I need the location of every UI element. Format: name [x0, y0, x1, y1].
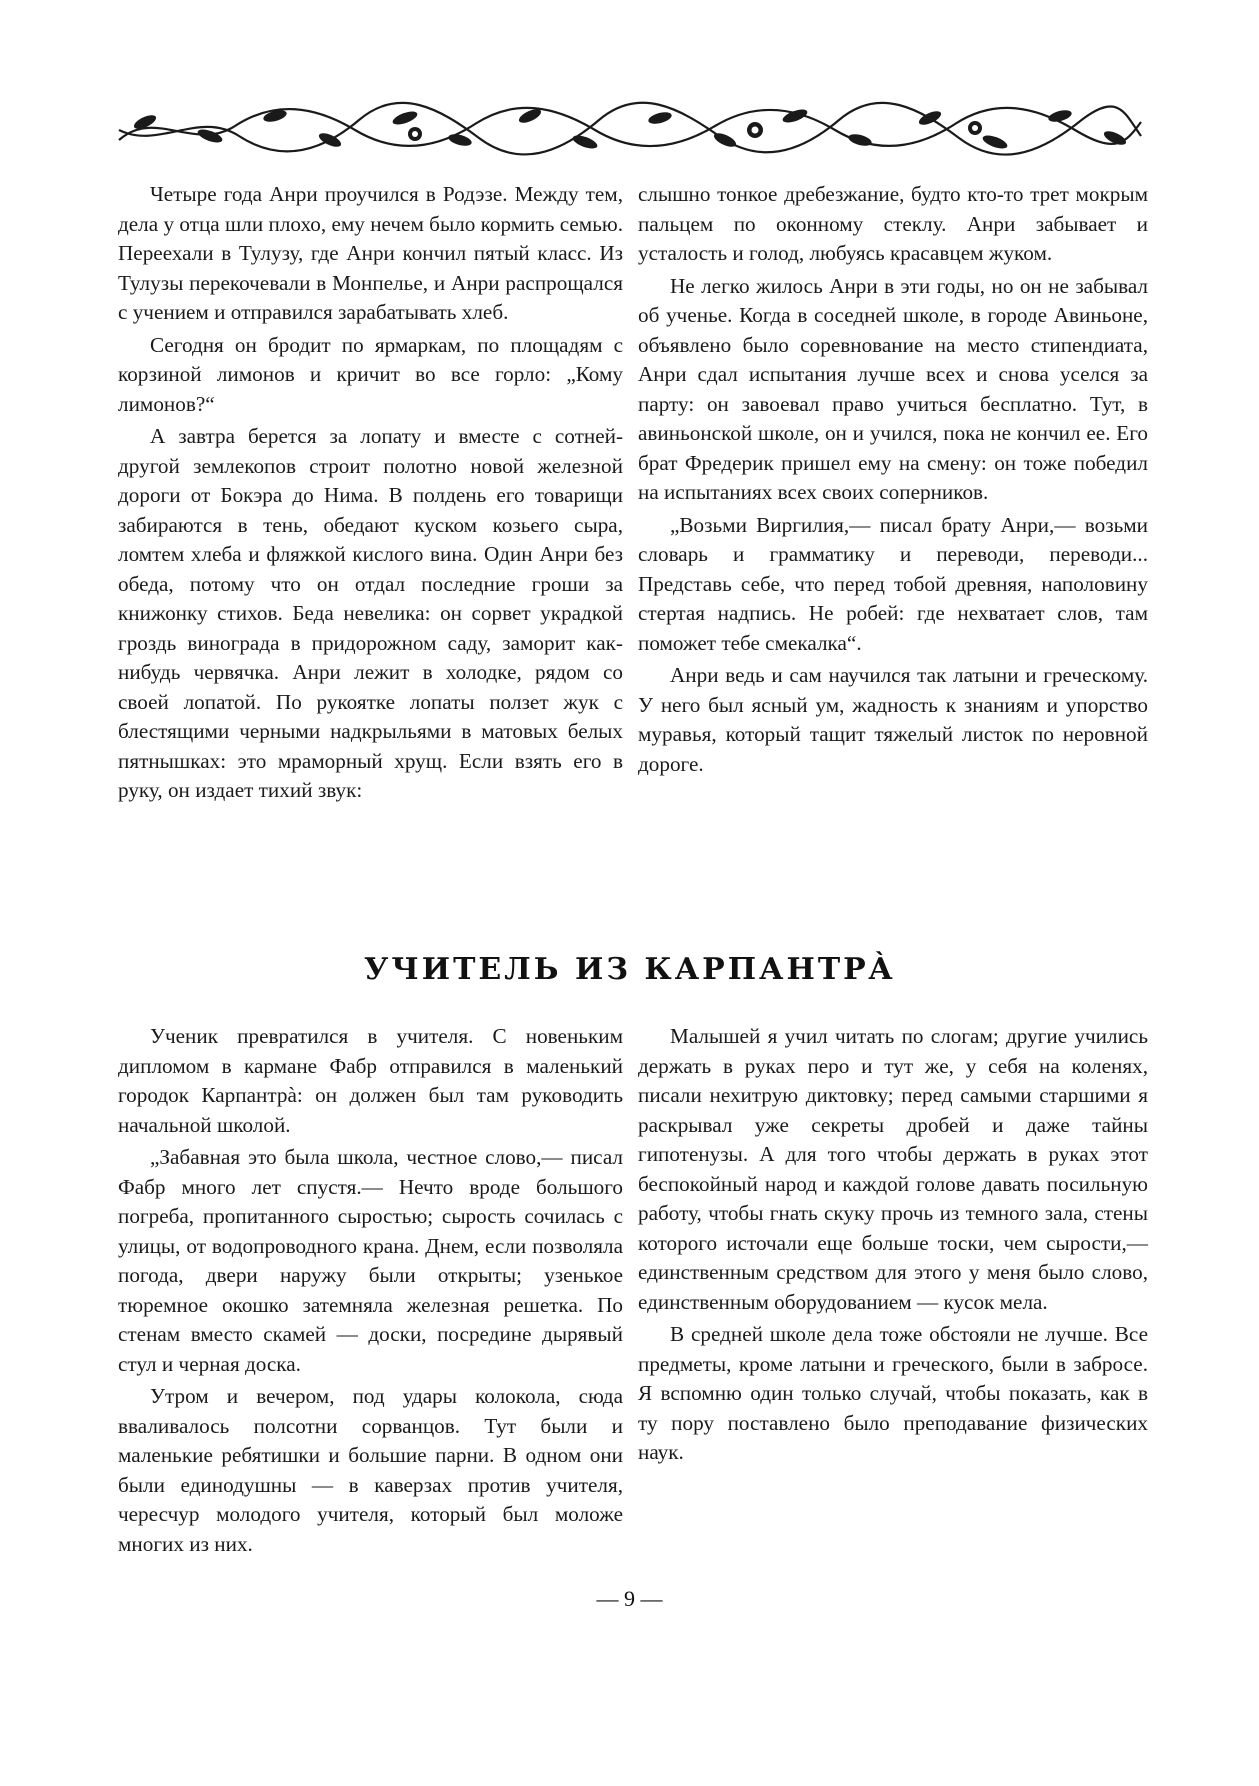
paragraph: А завтра берется за лопату и вместе с сотней-другой землекопов строит полотно новой железной дороги от Бокэра до Нима. В полдень его товарищи забираются в тень, обедают куском козьего сыра, ломтем хлеба и фляжкой кислого вина. Один Анри без обеда, потому что он отдал последние гроши за книжонку стихов. Беда невелика: он сорвет украдкой гроздь винограда в придорожном саду, заморит как-нибудь червячка. Анри лежит в холодке, рядом со своей лопатой. По рукоятке лопаты ползет жук с блестящими черными надкрыльями в матовых белых пятнышках: это мраморный хрущ. Если взять его в руку, он издает тихий звук: [118, 424, 623, 802]
paragraph: „Забавная это была школа, честное слово,— писал Фабр много лет спустя.— Нечто вроде большого погреба, пропитанного сыростью; сырость сочилась с улицы, от водопроводного крана. Днем, если позволяла погода, двери наружу были открыты; узенькое тюремное окошко затемняла железная решетка. По стенам вместо скамей — доски, посредине дырявый стул и черная доска. [118, 1145, 623, 1376]
paragraph: Анри ведь и сам научился так латыни и греческому. У него был ясный ум, жадность к знаниям и упорство муравья, который тащит тяжелый листок по неровной дороге. [638, 663, 1148, 776]
section-title: УЧИТЕЛЬ ИЗ КАРПАНТРÀ [364, 952, 895, 987]
top-left-column [118, 180, 623, 806]
paragraph: Сегодня он бродит по ярмаркам, по площадям с корзиной лимонов и кричит во все горло: „Кому лимонов?“ [118, 332, 623, 416]
bottom-left-column [118, 1022, 623, 1559]
paragraph: Не легко жилось Анри в эти годы, но он не забывал об ученье. Когда в соседней школе, в городе Авиньоне, объявлено было соревнование на место стипендиата, Анри сдал испытания лучше всех и снова уселся за парту: он завоевал право учиться бесплатно. Тут, в авиньонской школе, он и учился, пока не кончил ее. Его брат Фредерик пришел ему на смену: он тоже победил на испытаниях всех своих соперников. [638, 273, 1148, 504]
paragraph: Утром и вечером, под удары колокола, сюда вваливалось полсотни сорванцов. Тут были и маленькие ребятишки и большие парни. В одном они были единодушны — в каверзах против учителя, чересчур молодого учителя, который был моложе многих из них. [118, 1384, 623, 1556]
bottom-right-column [638, 1022, 1148, 1468]
paragraph: „Возьми Виргилия,— писал брату Анри,— возьми словарь и грамматику и переводи, переводи... Представь себе, что перед тобой древняя, наполовину стертая надпись. Не робей: где нехватает слов, там поможет тебе смекалка“. [638, 512, 1148, 655]
paragraph-continuation: слышно тонкое дребезжание, будто кто-то трет мокрым пальцем по оконному стеклу. Анри забывает и усталость и голод, любуясь красавцем жуком. [638, 182, 1148, 265]
floral-ornament [115, 100, 1145, 156]
top-right-column [638, 180, 1148, 779]
paragraph: Четыре года Анри проучился в Родэзе. Между тем, дела у отца шли плохо, ему нечем было кормить семью. Переехали в Тулузу, где Анри кончил пятый класс. Из Тулузы перекочевали в Монпелье, и Анри распрощался с учением и отправился зарабатывать хлеб. [118, 182, 623, 324]
paragraph: Малышей я учил читать по слогам; другие учились держать в руках перо и тут же, у себя на коленях, писали нехитрую диктовку; перед самыми старшими я раскрывал уже секреты дробей и даже тайны гипотенузы. А для того чтобы держать в руках этот беспокойный народ и каждой голове давать посильную работу, чтобы гнать скуку прочь из темного зала, стены которого источали еще больше тоски, чем сырости,— единственным средством для этого у меня было слово, единственным оборудованием — кусок мела. [638, 1024, 1148, 1314]
page-number: — 9 — [596, 1586, 663, 1611]
paragraph: В средней школе дела тоже обстояли не лучше. Все предметы, кроме латыни и греческого, были в забросе. Я вспомню один только случай, чтобы показать, как в ту пору поставлено было преподавание физических наук. [638, 1322, 1148, 1464]
paragraph: Ученик превратился в учителя. С новеньким дипломом в кармане Фабр отправился в маленький городок Карпантрà: он должен был там руководить начальной школой. [118, 1024, 623, 1137]
